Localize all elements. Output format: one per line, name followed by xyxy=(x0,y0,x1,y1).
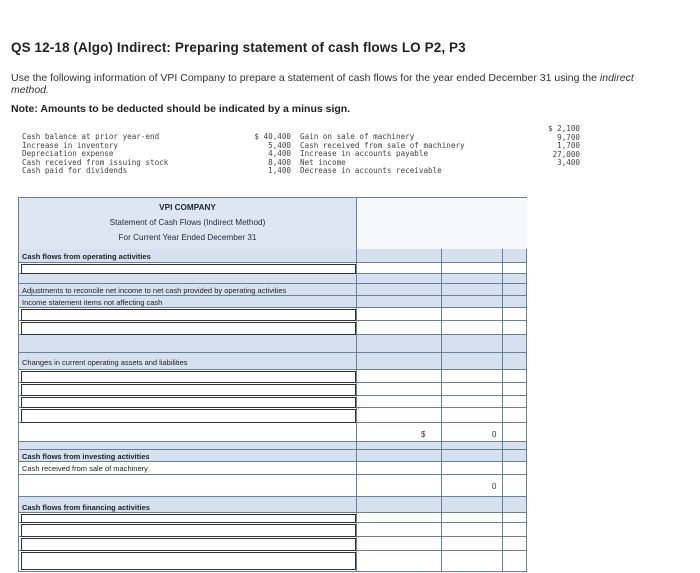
label-input[interactable] xyxy=(21,371,356,383)
changes-label: Changes in current operating assets and liabilities xyxy=(22,358,188,367)
company-name: VPI COMPANY xyxy=(159,203,216,212)
changes-row xyxy=(19,353,526,370)
info-label: Cash received from issuing stock xyxy=(22,157,169,167)
info-label: Net income xyxy=(300,157,346,167)
cash-flow-worksheet xyxy=(18,197,527,572)
info-amount: 27,000 xyxy=(552,149,580,159)
label-input[interactable] xyxy=(21,309,356,321)
spacer-row xyxy=(19,274,526,284)
statement-name: Statement of Cash Flows (Indirect Method) xyxy=(109,218,266,227)
noncash-label: Income statement items not affecting cash xyxy=(22,298,163,307)
info-left-amounts xyxy=(238,133,291,176)
info-amount: 1,700 xyxy=(557,141,580,151)
noncash-row xyxy=(19,296,526,308)
info-amount: 4,400 xyxy=(268,149,291,159)
label-input[interactable] xyxy=(21,538,356,551)
instruction-method: indirect method. xyxy=(11,72,634,96)
info-label: Increase in accounts payable xyxy=(300,149,429,159)
instruction-note: Note: Amounts to be deducted should be indicated by a minus sign. xyxy=(11,103,351,115)
worksheet-header-side xyxy=(356,198,527,249)
info-right-labels xyxy=(300,133,465,176)
label-input[interactable] xyxy=(21,409,356,423)
info-label: Increase in inventory xyxy=(22,140,119,150)
worksheet-header xyxy=(19,198,356,249)
question-title: QS 12-18 (Algo) Indirect: Preparing statement of cash flows LO P2, P3 xyxy=(11,40,466,55)
info-amount: 1,400 xyxy=(268,166,291,176)
column-divider xyxy=(441,249,442,571)
label-input[interactable] xyxy=(21,552,356,570)
info-label: Cash received from sale of machinery xyxy=(300,140,465,150)
instructions xyxy=(11,72,671,96)
operating-total-row xyxy=(19,423,526,442)
info-amount: $ 2,100 xyxy=(547,124,580,133)
info-label: Cash paid for dividends xyxy=(22,166,128,176)
info-label: Gain on sale of machinery xyxy=(300,132,415,141)
info-amount: 5,400 xyxy=(268,140,291,150)
info-amount: $ 40,400 xyxy=(254,132,291,141)
investing-header-row xyxy=(19,450,526,462)
spacer-row xyxy=(19,442,526,450)
label-input[interactable] xyxy=(21,322,356,335)
investing-total-row xyxy=(19,475,526,497)
label-input[interactable] xyxy=(21,264,356,274)
operating-header: Cash flows from operating activities xyxy=(22,252,151,261)
investing-header: Cash flows from investing activities xyxy=(22,452,150,461)
investing-total: 0 xyxy=(492,482,497,491)
info-amount: 8,400 xyxy=(268,157,291,167)
adjustments-row xyxy=(19,284,526,296)
financing-header-row xyxy=(19,497,526,513)
financing-header: Cash flows from financing activities xyxy=(22,503,150,512)
info-label: Depreciation expense xyxy=(22,149,114,159)
operating-total: 0 xyxy=(492,430,497,439)
instruction-text: Use the following information of VPI Company to prepare a statement of cash flows for the year ended December 31 using the xyxy=(11,72,597,84)
info-label: Decrease in accounts receivable xyxy=(300,166,442,176)
info-amount: 3,400 xyxy=(557,158,580,168)
investing-item-row[interactable] xyxy=(19,462,526,475)
adjustments-label: Adjustments to reconcile net income to net cash provided by operating activities xyxy=(22,286,287,295)
column-divider xyxy=(356,249,357,571)
investing-item: Cash received from sale of machinery xyxy=(22,464,148,473)
label-input[interactable] xyxy=(21,514,356,523)
dollar-sign: $ xyxy=(421,430,426,439)
info-label: Cash balance at prior year-end xyxy=(22,132,160,141)
column-divider xyxy=(502,249,503,571)
operating-header-row xyxy=(19,249,526,263)
info-left-labels xyxy=(22,133,168,176)
spacer-row xyxy=(19,335,526,353)
label-input[interactable] xyxy=(21,524,356,537)
statement-period: For Current Year Ended December 31 xyxy=(118,233,257,242)
info-right-amounts xyxy=(520,125,580,168)
label-input[interactable] xyxy=(21,397,356,408)
label-input[interactable] xyxy=(21,384,356,396)
info-amount: 9,700 xyxy=(557,132,580,142)
